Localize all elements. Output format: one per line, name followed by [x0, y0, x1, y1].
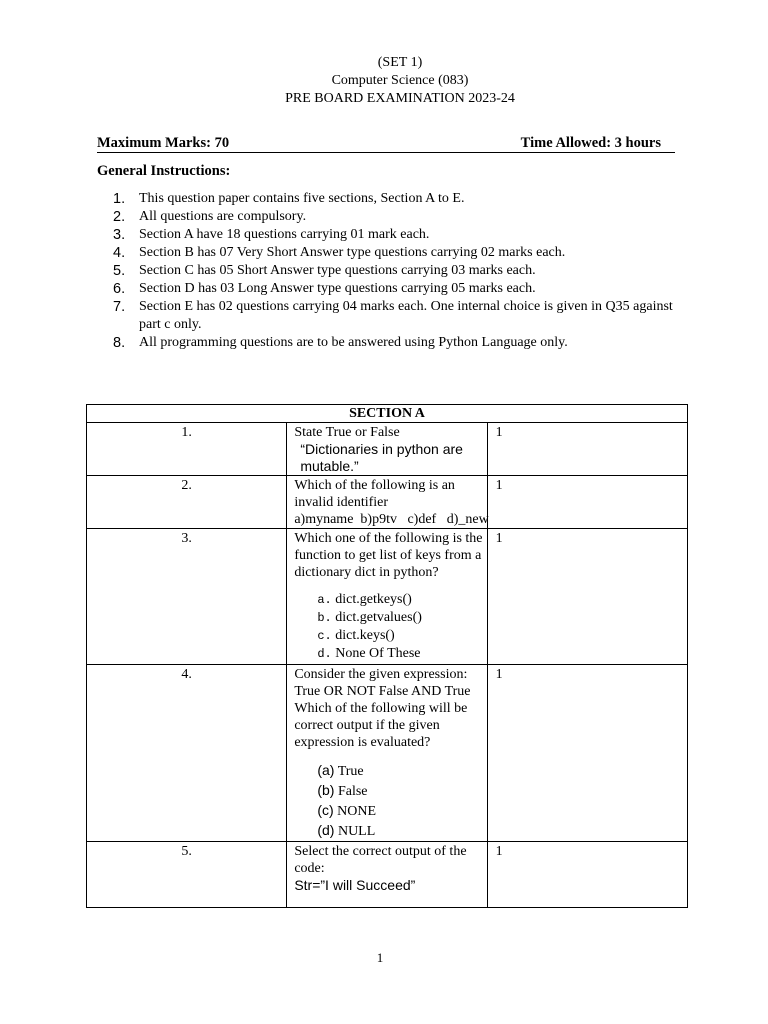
question-text: [287, 529, 487, 665]
instruction-number: 6.: [113, 281, 126, 297]
question-line: Which of the following will be correct output if the given expression is evaluated?: [294, 701, 468, 750]
maximum-marks: Maximum Marks: 70: [97, 135, 230, 151]
question-number: 1.: [87, 423, 287, 476]
instruction-text: All questions are compulsory.: [139, 209, 307, 224]
instruction-text: Section A have 18 questions carrying 01 mark each.: [139, 227, 430, 242]
instruction-item: [113, 280, 673, 298]
instruction-item: [113, 208, 673, 226]
option-text: False: [337, 784, 368, 799]
question-text: [287, 423, 487, 476]
instruction-number: 2.: [113, 209, 126, 225]
instruction-text: Section C has 05 Short Answer type questions carrying 03 marks each.: [139, 263, 536, 278]
option-text: True: [337, 764, 364, 779]
exam-header: [0, 54, 768, 108]
option-item: [317, 761, 486, 781]
instruction-item: [113, 334, 673, 352]
section-header-row: [87, 405, 688, 423]
question-number: 3.: [87, 529, 287, 665]
question-line: Consider the given expression:: [294, 667, 468, 682]
instruction-text: This question paper contains five sections, Section A to E.: [139, 191, 465, 206]
option-item: [317, 801, 486, 821]
question-text: [287, 842, 487, 908]
question-text: [287, 476, 487, 529]
instructions-title: General Instructions:: [97, 163, 231, 179]
option-item: [317, 781, 486, 801]
section-title: SECTION A: [87, 405, 688, 423]
option-text: NULL: [337, 824, 376, 839]
instruction-number: 4.: [113, 245, 126, 261]
instruction-number: 1.: [113, 191, 126, 207]
instruction-text: All programming questions are to be answered using Python Language only.: [139, 335, 568, 350]
instruction-text: Section D has 03 Long Answer type questions carrying 05 marks each.: [139, 281, 536, 296]
instruction-number: 8.: [113, 335, 126, 351]
instruction-text: Section E has 02 questions carrying 04 marks each. One internal choice is given in Q35 against part c only.: [139, 299, 673, 332]
instruction-number: 5.: [113, 263, 126, 279]
question-row: [87, 529, 688, 665]
option-text: dict.getkeys(): [335, 592, 412, 607]
question-marks: 1: [487, 665, 687, 842]
question-line: Select the correct output of the code:: [294, 844, 467, 876]
instruction-item: [113, 298, 673, 334]
option-item: [317, 645, 486, 663]
instruction-item: [113, 262, 673, 280]
marks-time-row: [97, 135, 675, 153]
question-number: 5.: [87, 842, 287, 908]
option-label: c.: [317, 629, 332, 643]
question-text: [287, 665, 487, 842]
page-number: 1: [376, 950, 384, 965]
question-row: [87, 665, 688, 842]
instruction-item: [113, 190, 673, 208]
question-line: Str=”I will Succeed”: [294, 877, 416, 893]
time-allowed: Time Allowed: 3 hours: [520, 135, 661, 151]
option-text: NONE: [337, 804, 377, 819]
instruction-item: [113, 244, 673, 262]
instruction-text: Section B has 07 Very Short Answer type questions carrying 02 marks each.: [139, 245, 566, 260]
option-label: d.: [317, 647, 332, 661]
option-label: b.: [317, 611, 332, 625]
section-a-table: [86, 404, 688, 908]
option-label: (a): [317, 762, 335, 778]
set-label: (SET 1): [377, 55, 423, 70]
instruction-item: [113, 226, 673, 244]
question-number: 2.: [87, 476, 287, 529]
option-list: [317, 761, 486, 841]
question-row: [87, 423, 688, 476]
option-text: dict.getvalues(): [335, 610, 422, 625]
question-marks: 1: [487, 423, 687, 476]
question-row: [87, 476, 688, 529]
subject-title: Computer Science (083): [331, 73, 469, 88]
question-line: State True or False: [294, 425, 400, 440]
instruction-number: 7.: [113, 299, 126, 315]
question-marks: 1: [487, 842, 687, 908]
option-text: dict.keys(): [335, 628, 395, 643]
question-marks: 1: [487, 476, 687, 529]
question-number: 4.: [87, 665, 287, 842]
instructions-list: [113, 190, 673, 352]
instruction-number: 3.: [113, 227, 126, 243]
exam-title: PRE BOARD EXAMINATION 2023-24: [285, 91, 515, 106]
question-line: a)myname b)p9tv c)def d)_new: [294, 512, 489, 527]
option-label: a.: [317, 593, 332, 607]
option-list: [317, 591, 486, 663]
question-line: Which one of the following is the function to get list of keys from a dictionary dict in python?: [294, 531, 483, 580]
question-line: “Dictionaries in python are mutable.”: [300, 441, 463, 474]
option-item: [317, 591, 486, 609]
option-item: [317, 627, 486, 645]
option-item: [317, 821, 486, 841]
question-row: [87, 842, 688, 908]
option-text: None Of These: [335, 646, 421, 661]
question-line: Which of the following is an invalid identifier: [294, 478, 455, 510]
option-item: [317, 609, 486, 627]
option-label: (c): [317, 802, 334, 818]
option-label: (b): [317, 782, 335, 798]
option-label: (d): [317, 822, 335, 838]
question-marks: 1: [487, 529, 687, 665]
question-line: True OR NOT False AND True: [294, 684, 471, 699]
